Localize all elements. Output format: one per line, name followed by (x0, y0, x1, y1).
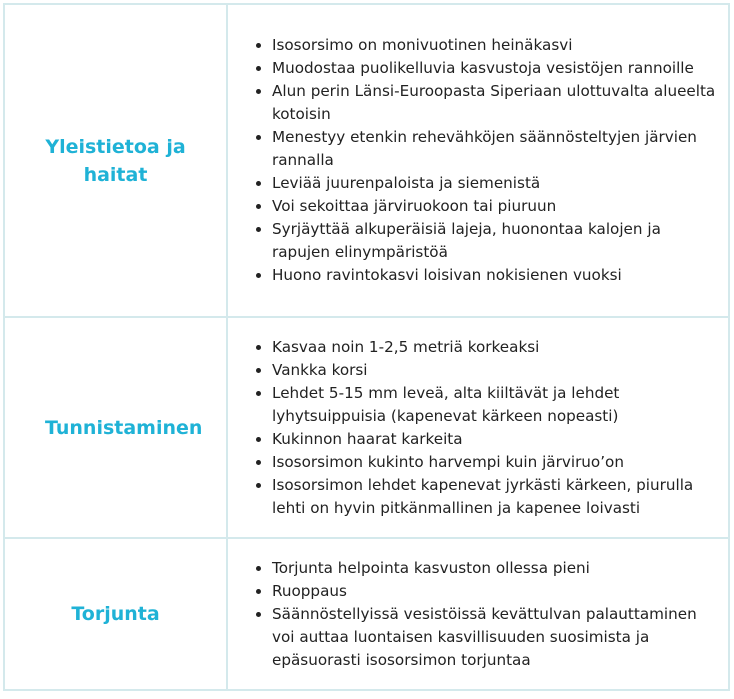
table-row (4, 4, 729, 317)
list-item: • Isosorsimon lehdet kapenevat jyrkästi kärkeen, piurulla lehti on hyvin pitkänmallinen ja kapenee loivasti (272, 474, 722, 520)
table-row (4, 317, 729, 538)
info-table (3, 3, 730, 691)
list-item: • Alun perin Länsi-Euroopasta Siperiaan ulottuvalta alueelta kotoisin (272, 80, 722, 126)
list-item: • Torjunta helpointa kasvuston ollessa pieni (272, 557, 722, 580)
list-item: • Kasvaa noin 1-2,5 metriä korkeaksi (272, 336, 722, 359)
row-label: Tunnistaminen (45, 416, 203, 439)
list-item: • Voi sekoittaa järviruokoon tai piuruun (272, 195, 722, 218)
row-content-cell (227, 4, 729, 317)
list-item: • Leviää juurenpaloista ja siemenistä (272, 172, 722, 195)
list-item: • Vankka korsi (272, 359, 722, 382)
row-label: Torjunta (71, 603, 160, 625)
table-row (4, 538, 729, 690)
list-item: • Huono ravintokasvi loisivan nokisienen vuoksi (272, 264, 722, 287)
list-item: • Syrjäyttää alkuperäisiä lajeja, huonontaa kalojen ja rapujen elinympäristöä (272, 218, 722, 264)
bullet-list (228, 336, 728, 520)
list-item: • Lehdet 5-15 mm leveä, alta kiiltävät ja lehdet lyhytsuippuisia (kapenevat kärkeen nopeasti) (272, 382, 722, 428)
list-item: • Isosorsimo on monivuotinen heinäkasvi (272, 34, 722, 57)
bullet-list (228, 557, 728, 672)
list-item: • Ruoppaus (272, 580, 722, 603)
list-item: • Kukinnon haarat karkeita (272, 428, 722, 451)
row-label: Yleistietoa ja haitat (45, 135, 186, 186)
row-content-cell (227, 317, 729, 538)
row-label-cell (4, 317, 227, 538)
list-item: • Menestyy etenkin rehevähköjen säännösteltyjen järvien rannalla (272, 126, 722, 172)
list-item: • Säännöstellyissä vesistöissä kevättulvan palauttaminen voi auttaa luontaisen kasvillisuuden suosimista ja epäsuorasti isosorsimon torjuntaa (272, 603, 722, 672)
row-label-cell (4, 4, 227, 317)
list-item: • Muodostaa puolikelluvia kasvustoja vesistöjen rannoille (272, 57, 722, 80)
row-content-cell (227, 538, 729, 690)
row-label-cell (4, 538, 227, 690)
list-item: • Isosorsimon kukinto harvempi kuin järviruo’on (272, 451, 722, 474)
bullet-list (228, 34, 728, 287)
